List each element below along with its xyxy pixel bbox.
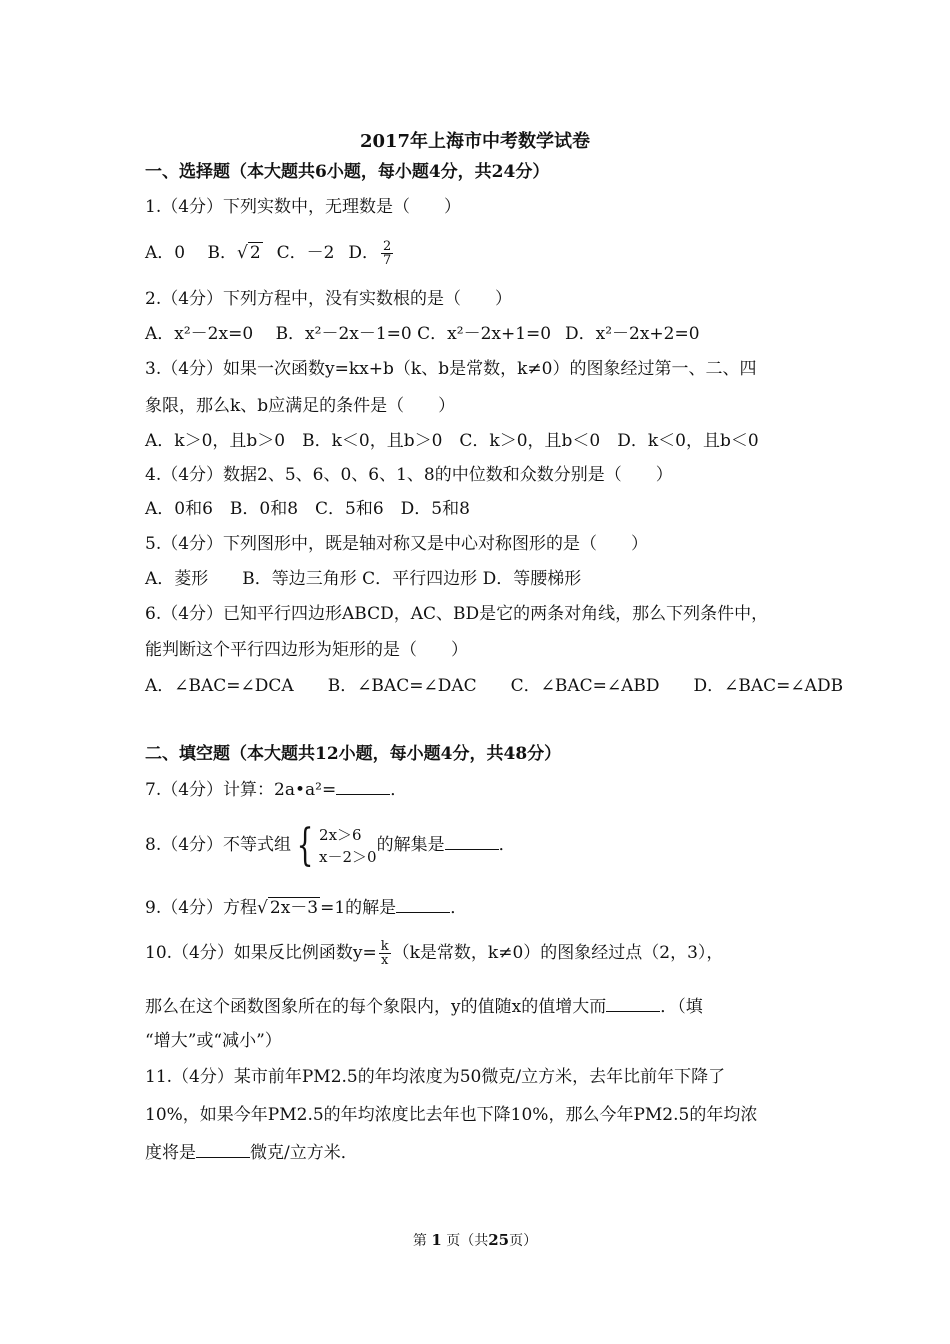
q2-option-b: B．x²－2x－1=0	[275, 324, 412, 344]
q2-option-a: A．x²－2x=0	[145, 324, 254, 344]
q11-line3-post: 微克/立方米．	[250, 1143, 358, 1163]
q1-fraction	[381, 240, 393, 267]
q1-option-d-label: D．	[348, 243, 379, 263]
q8-end: ．	[498, 835, 516, 855]
q1-options	[145, 240, 395, 267]
section-1-heading: 一、选择题（本大题共6小题，每小题4分，共24分）	[145, 162, 550, 182]
q8-brace-icon: {	[296, 820, 314, 871]
footer-page-number: 1	[431, 1231, 442, 1249]
q9-line	[145, 896, 467, 919]
footer-mid: 页（共	[446, 1233, 489, 1249]
q11-line2: 10%，如果今年PM2.5的年均浓度比去年也下降10%，那么今年PM2.5的年均浓	[145, 1105, 758, 1125]
footer-post: 页）	[509, 1233, 538, 1249]
q9-after: =1的解是	[320, 898, 397, 918]
q11-line3	[145, 1141, 358, 1164]
q9-sqrt: √ 2x－3	[257, 898, 319, 918]
q2-stem: 2.（4分）下列方程中，没有实数根的是（ ）	[145, 289, 513, 309]
q3-options: A．k＞0，且b＞0 B．k＜0，且b＞0 C．k＞0，且b＜0 D．k＜0，且b＜0	[145, 431, 759, 451]
q11-line1: 11.（4分）某市前年PM2.5的年均浓度为50微克/立方米，去年比前年下降了	[145, 1067, 726, 1087]
q8-after: 的解集是	[376, 835, 445, 855]
q7-end: ．	[390, 780, 408, 800]
q1-option-a: A．0	[145, 243, 186, 263]
q3-stem-line2: 象限，那么k、b应满足的条件是（ ）	[145, 396, 456, 416]
q10-after: （k是常数，k≠0）的图象经过点（2，3），	[392, 943, 724, 963]
q10-line2-end: ．（填	[660, 997, 703, 1017]
q6-options: A．∠BAC=∠DCA B．∠BAC=∠DAC C．∠BAC=∠ABD D．∠BAC=∠ADB	[145, 676, 844, 696]
q1-option-c: C．－2	[276, 243, 335, 263]
q7-line	[145, 778, 407, 801]
q8-stem: 8.（4分）不等式组	[145, 835, 292, 855]
q9-radicand: 2x－3	[269, 898, 319, 918]
q8-row2: x－2＞0	[319, 848, 377, 866]
q10-line1	[145, 940, 723, 967]
q10-line3: “增大”或“减小”）	[145, 1031, 282, 1051]
footer-pre: 第	[412, 1233, 427, 1249]
q8-blank	[445, 833, 499, 850]
q6-stem-line2: 能判断这个平行四边形为矩形的是（ ）	[145, 640, 468, 660]
q2-options	[145, 323, 700, 345]
q8-inequality-system	[291, 821, 377, 871]
q6-stem-line1: 6.（4分）已知平行四边形ABCD，AC、BD是它的两条对角线，那么下列条件中，	[145, 604, 769, 624]
q10-blank	[606, 995, 660, 1012]
q1-frac-num: 2	[382, 239, 392, 254]
q2-option-d: D．x²－2x+2=0	[565, 324, 700, 344]
footer-total-pages: 25	[488, 1231, 510, 1249]
section-2-heading: 二、填空题（本大题共12小题，每小题4分，共48分）	[145, 744, 562, 764]
q9-end: ．	[450, 898, 468, 918]
q2-option-c: C．x²－2x+1=0	[417, 324, 552, 344]
q1-radicand: 2	[249, 243, 261, 263]
q1-frac-den: 7	[382, 253, 392, 268]
q5-options: A．菱形 B．等边三角形 C．平行四边形 D．等腰梯形	[145, 569, 582, 589]
q10-frac-num: k	[380, 939, 389, 954]
q7-blank	[336, 778, 390, 795]
q8-line	[145, 820, 516, 871]
page-title: 2017年上海市中考数学试卷	[359, 131, 591, 152]
q10-frac-den: x	[380, 953, 389, 968]
q9-stem: 9.（4分）方程	[145, 898, 258, 918]
q10-line2	[145, 995, 703, 1018]
q9-blank	[396, 896, 450, 913]
q11-blank	[196, 1141, 250, 1158]
q5-stem: 5.（4分）下列图形中，既是轴对称又是中心对称图形的是（ ）	[145, 534, 649, 554]
q1-sqrt: √ 2	[237, 243, 261, 263]
q10-fraction	[379, 940, 391, 967]
page-footer	[0, 1230, 950, 1250]
q3-stem-line1: 3.（4分）如果一次函数y=kx+b（k、b是常数，k≠0）的图象经过第一、二、四	[145, 359, 757, 379]
q1-option-b-label: B．	[207, 243, 237, 263]
q1-stem: 1.（4分）下列实数中，无理数是（ ）	[145, 197, 462, 217]
q10-line2-text: 那么在这个函数图象所在的每个象限内，y的值随x的值增大而	[145, 997, 607, 1017]
q4-stem: 4.（4分）数据2、5、6、0、6、1、8的中位数和众数分别是（ ）	[145, 465, 673, 485]
q10-stem: 10.（4分）如果反比例函数y=	[145, 943, 377, 963]
q8-row1: 2x＞6	[319, 826, 362, 844]
q4-options: A．0和6 B．0和8 C．5和6 D．5和8	[145, 499, 470, 519]
q11-line3-pre: 度将是	[145, 1143, 196, 1163]
q7-stem: 7.（4分）计算：2a•a²=	[145, 780, 337, 800]
